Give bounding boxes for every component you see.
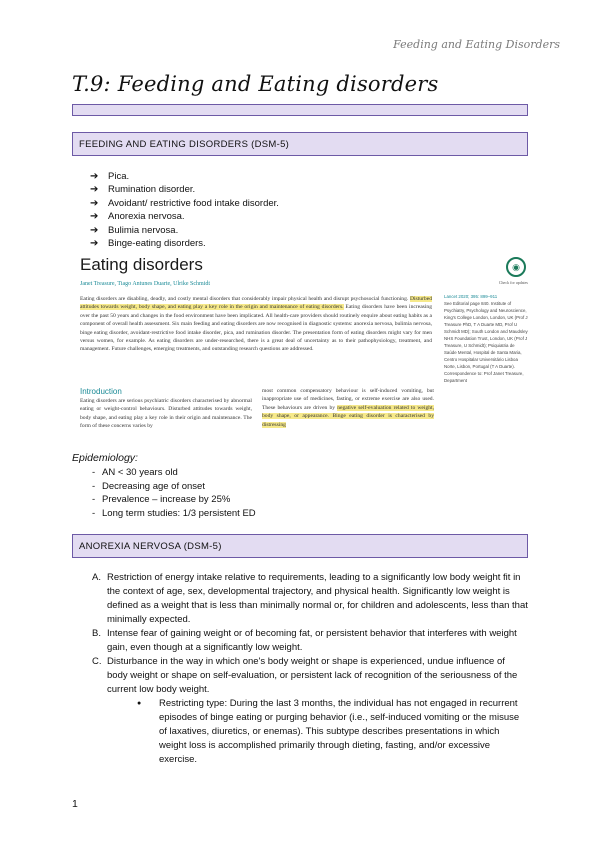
- list-item: - Long term studies: 1/3 persistent ED: [92, 507, 256, 519]
- page-number: 1: [72, 798, 78, 810]
- arrow-icon: ➔: [90, 237, 99, 249]
- highlighted-text: Disturbed attitudes towards weight, body shape, and eating play a key role in the origin and maintenance of eating disorders.: [80, 296, 432, 311]
- article-intro-heading: Introduction: [80, 387, 122, 396]
- list-item: ➔ Pica.: [90, 171, 130, 182]
- journal-logo-icon: ◉: [506, 257, 526, 277]
- title-divider-box: [72, 104, 528, 116]
- list-item: - Decreasing age of onset: [92, 480, 205, 492]
- arrow-icon: ➔: [90, 184, 99, 196]
- article-sidebar: [444, 293, 528, 384]
- section-heading-feeding-eating: [72, 132, 528, 156]
- section-heading-anorexia: [72, 534, 528, 558]
- criterion-b: B. Intense fear of gaining weight or of becoming fat, or persistent behavior that interferes with weight gain, even though at a significantly low weight.: [92, 628, 517, 653]
- list-item: ➔ Avoidant/ restrictive food intake disorder.: [90, 197, 279, 209]
- list-item: ➔ Bulimia nervosa.: [90, 224, 179, 236]
- criterion-a: A. Restriction of energy intake relative to requirements, leading to a significantly low body weight fit in the context of age, sex, developmental trajectory, and physical health. Significantly low weight is defined as a weight that is less than minimally normal or, for children and adolescents, less than that minimally expected.: [92, 572, 528, 625]
- page-title: T.9: Feeding and Eating disorders: [72, 72, 439, 96]
- disorder-list: [90, 170, 279, 250]
- epidemiology-label: Epidemiology:: [72, 452, 138, 464]
- arrow-icon: ➔: [90, 211, 99, 223]
- subtype-list: [107, 697, 528, 767]
- arrow-icon: ➔: [90, 224, 99, 236]
- article-excerpt-image: [80, 253, 528, 428]
- running-header: Feeding and Eating Disorders: [393, 38, 560, 51]
- bullet-icon: ●: [137, 700, 142, 707]
- article-abstract: Eating disorders are disabling, deadly, and costly mental disorders that considerably impair physical health and disrupt psychosocial functioning. Disturbed attitudes towards weight, body shape, and eating play a key role in the origin and maintenance of eating disorders. Eating disorders have been increasing over the past 50 years and changes in the food environment have been implicated. All health-care providers should routinely enquire about eating habits as a component of overall health assessment. Six main feeding and eating disorders are now recognised in diagnostic systems: anorexia nervosa, bulimia nervosa, binge eating disorder, avoidant-restrictive food intake disorder, pica, and rumination disorder. The presentation form of eating disorders might vary for men versus women, for example. As eating disorders are under-researched, there is a great deal of uncertainty as to their pathophysiology, treatment, and management. Future challenges, emerging treatments, and outstanding research questions are addressed.: [80, 296, 432, 353]
- list-item: ➔ Binge-eating disorders.: [90, 237, 206, 249]
- list-item: - Prevalence – increase by 25%: [92, 494, 231, 506]
- article-title: Eating disorders: [80, 255, 203, 274]
- article-affiliations: See Editorial page 840. Institute of Psychiatry, Psychology and Neuroscience, King's College London, London, UK (Prof J Treasure PhD, T A Duarte MD, Prof U Schmidt MD); South London and Maudsley NHS Foundation Trust, London, UK (Prof J Treasure, U Schmidt); Psiquiatria de Saúde Mental, Hospital de Santa Maria, Centro Hospitalar Universitário Lisboa Norte, Lisbon, Portugal (T A Duarte). Correspondence to: Prof Janet Treasure, Department: [444, 301, 528, 383]
- arrow-icon: ➔: [90, 171, 99, 182]
- article-column-2: most common compensatory behaviour is self-induced vomiting, but inappropriate use of medicines, fasting, or extreme exercise are also used. These behaviours are driven by negative self-evaluation related to weight, body shape, or appearance. Binge eating disorder is characterised by distressing: [262, 388, 435, 428]
- article-column-1: Eating disorders are serious psychiatric disorders characterised by abnormal eating or weight-control behaviours. Disturbed attitudes towards weight, body shape, and eating play a key role in their origin and maintenance. The form of these concerns varies by: [80, 398, 252, 428]
- list-item: ➔ Anorexia nervosa.: [90, 211, 185, 223]
- list-item: ● Restricting type: During the last 3 months, the individual has not engaged in recurrent episodes of binge eating or purging behavior (i.e., self-induced vomiting or the misuse of laxatives, diuretics, or enemas). This subtype describes presentations in which weight loss is accomplished primarily through dieting, fasting, and/or excessive exercise.: [137, 698, 520, 765]
- logo-label: Check for updates: [498, 280, 528, 285]
- criterion-c: C. Disturbance in the way in which one's body weight or shape is experienced, undue influence of body weight or shape on self-evaluation, or persistent lack of recognition of the seriousness of the current low body weight. ● Restricting type: During the last 3 months, the individual has not engaged in recurrent episodes of binge eating or purging behavior (i.e., self-induced vomiting or the misuse of laxatives, diuretics, or enemas). This subtype describes presentations in which weight loss is accomplished primarily through dieting, fasting, and/or excessive exercise.: [92, 655, 528, 767]
- list-item: - AN < 30 years old: [92, 467, 178, 478]
- arrow-icon: ➔: [90, 197, 99, 209]
- highlighted-text: negative self-evaluation related to weight, body shape, or appearance.: [262, 404, 435, 420]
- section-heading-text: FEEDING AND EATING DISORDERS (DSM-5): [79, 138, 290, 150]
- criteria-list: [92, 571, 528, 767]
- epidemiology-list: [72, 466, 256, 520]
- article-reference: Lancet 2020; 395: 899–911: [444, 294, 498, 299]
- section-heading-text: ANOREXIA NERVOSA (DSM-5): [79, 540, 222, 552]
- article-authors: Janet Treasure, Tiago Antunes Duarte, Ulrike Schmidt: [80, 281, 210, 287]
- list-item: ➔ Rumination disorder.: [90, 184, 196, 196]
